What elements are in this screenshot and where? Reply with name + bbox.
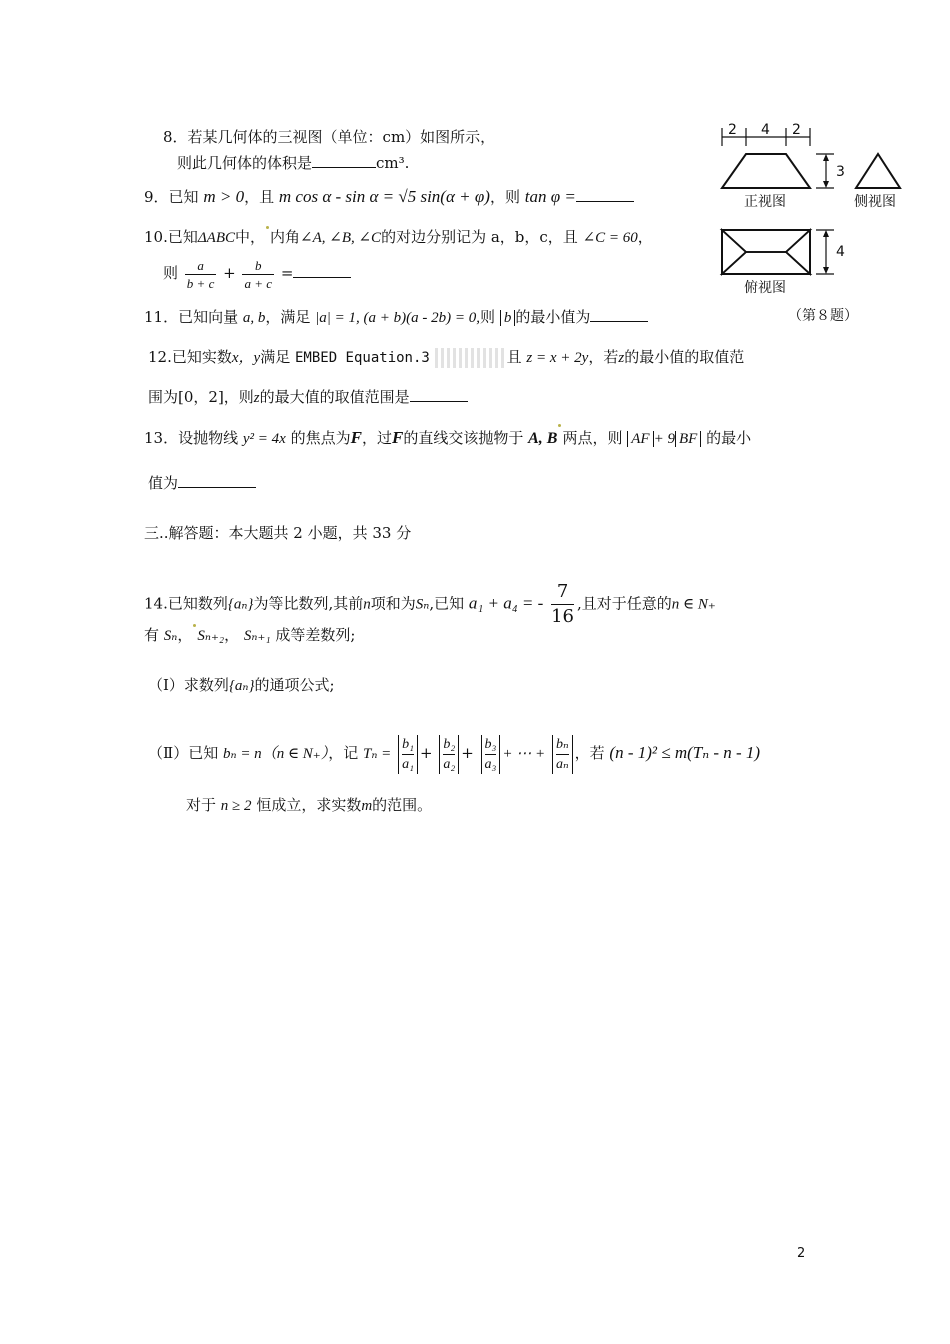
q14-Sn: Sₙ <box>415 596 430 613</box>
q12-line2-pre: 围为[0，2]，则 <box>148 388 254 406</box>
q12-num: 12.已知实数 <box>148 348 232 366</box>
q13-F: F <box>350 428 362 447</box>
q11-num: 11．已知向量 <box>144 308 239 326</box>
q8-line1 <box>163 126 495 148</box>
q11-mid: ，满足 <box>265 308 311 326</box>
q14-mid4: ,且对于任意的 <box>577 594 672 613</box>
q14-p2-pre: （Ⅱ）已知 <box>148 744 219 762</box>
q8-text: 8．若某几何体的三视图（单位：cm）如图所示， <box>163 128 496 146</box>
q13-AB: A, B <box>528 430 558 447</box>
q14-p2-cond: （n ∈ N₊） <box>261 746 329 762</box>
q9-mid: ，且 <box>244 188 275 206</box>
q13-mid2: ，过 <box>361 429 392 447</box>
page-number: 2 <box>797 1246 806 1261</box>
q13-mid3: 的直线交该抛物于 <box>403 429 524 447</box>
front-view-label: 正视图 <box>744 194 786 210</box>
height-top: 4 <box>836 244 845 260</box>
q11-abs-b: b <box>500 310 516 326</box>
q11-ask: 的最小值为 <box>515 308 591 326</box>
q14-line2-pre: 有 <box>144 626 160 644</box>
q12-mid: 满足 <box>260 348 291 366</box>
q14-line2-post: 成等差数列; <box>275 626 356 644</box>
q12-line2-post: 的最大值的取值范围是 <box>259 388 410 406</box>
q14-inequality: (n - 1)² ≤ m(Tₙ - n - 1) <box>609 743 761 762</box>
top-view-label: 俯视图 <box>744 280 786 296</box>
q14-num: 14.已知数列 <box>144 594 228 613</box>
q11 <box>144 306 648 329</box>
q14-last <box>186 794 432 817</box>
q14-p1-an: {aₙ} <box>228 678 255 694</box>
q13-mid: 的焦点为 <box>290 429 351 447</box>
height-front: 3 <box>836 164 845 180</box>
garbled-equation <box>435 348 507 368</box>
q8-prompt: 则此几何体的体积是 <box>177 154 313 172</box>
q14-part1 <box>148 674 335 697</box>
q9-cond: m > 0 <box>203 187 245 206</box>
section-heading: 三..解答题：本大题共 2 小题，共 33 分 <box>144 524 412 542</box>
q12-line1 <box>148 346 744 369</box>
q14-last-post: 的范围。 <box>372 796 433 814</box>
q13-F2: F <box>391 428 404 447</box>
answer-blank <box>312 153 376 168</box>
q14-S1: Sₙ <box>163 628 178 644</box>
q12-z2: z <box>618 350 625 366</box>
q14-p2-note: ，记 <box>328 744 359 762</box>
q10-mid3: 的对边分别记为 a，b，c，且 <box>381 228 578 246</box>
q11-then: 则 <box>480 308 496 326</box>
dim-mid: 4 <box>761 122 770 138</box>
q14-line1 <box>144 580 716 629</box>
q9-then: ，则 <box>489 188 520 206</box>
q13-af: AF <box>627 431 653 447</box>
answer-blank <box>293 263 351 278</box>
answer-blank <box>590 307 648 322</box>
q14-p2-if: ，若 <box>574 744 605 762</box>
side-view-label: 侧视图 <box>854 194 896 210</box>
q10-frac1: $\frac{a}{b + c}$ <box>186 257 215 291</box>
q14-n: n <box>363 596 371 613</box>
q12-line2 <box>148 386 468 409</box>
q14-an: {aₙ} <box>227 596 254 613</box>
dim-left: 2 <box>728 122 737 138</box>
q12-embed: EMBED Equation.3 <box>294 350 430 366</box>
q13-bf: BF <box>675 431 701 447</box>
q14-cond: n ∈ N₊ <box>671 596 716 613</box>
t-term-3: $\frac{\text{b₃}}{\text{a₃}}$ <box>481 735 501 774</box>
q10-angles: ∠A, ∠B, ∠C <box>300 230 382 246</box>
q13-line2 <box>148 472 256 494</box>
q14-mid1: 为等比数列,其前 <box>253 594 364 613</box>
q10-then: 则 <box>163 264 179 282</box>
q10-plus: + <box>223 264 236 282</box>
q14-S3: Sₙ₊₁ <box>243 628 271 644</box>
q14-last-mid: 恒成立，求实数 <box>256 796 362 814</box>
q10-cond: ∠C = 60 <box>582 230 638 246</box>
q11-cond: |a| = 1, (a + b)(a - 2b) = 0, <box>315 310 481 326</box>
q12-z: z = x + 2y <box>526 350 589 366</box>
answer-blank <box>178 473 256 488</box>
q9 <box>144 186 634 208</box>
q12-z3: z <box>253 390 260 406</box>
answer-blank <box>576 187 634 202</box>
q10-eq: = <box>280 264 294 282</box>
q14-mid2: 项和为 <box>370 594 416 613</box>
q11-vectors: a, b <box>242 310 266 326</box>
three-view-figure <box>714 116 914 306</box>
q10-mid1: 中， <box>235 228 266 246</box>
t-term-n: $\frac{\text{bₙ}}{\text{aₙ}}$ <box>552 735 573 774</box>
q14-last-cond: n ≥ 2 <box>220 798 252 814</box>
q13-expr-mid: + 9 <box>653 431 675 447</box>
q14-line2: 有 Sₙ， Sₙ₊₂， Sₙ₊₁ 成等差数列; <box>144 626 356 644</box>
q8-unit: cm³. <box>376 154 410 172</box>
q12-vars: x，y <box>231 350 261 366</box>
q14-S2: Sₙ₊₂ <box>197 628 225 644</box>
side-view-triangle <box>856 154 900 188</box>
q10-frac2: $\frac{b}{a + c}$ <box>244 257 273 291</box>
q10-line1: 10.已知ΔABC中， 内角∠A, ∠B, ∠C的对边分别记为 a，b，c，且 ∠C = 60， <box>144 228 653 246</box>
q9-num: 9．已知 <box>144 188 199 206</box>
q9-equation: m cos α - sin α = √5 sin(α + φ) <box>278 187 490 206</box>
q12-rest: ，若 <box>588 348 619 366</box>
dim-right: 2 <box>792 122 801 138</box>
q14-p2-Tn: Tₙ = <box>363 746 392 762</box>
q13-num: 13．设抛物线 <box>144 429 239 447</box>
q10-line2 <box>163 256 351 292</box>
answer-blank <box>410 387 468 402</box>
q14-p1-post: 的通项公式; <box>254 676 335 694</box>
q13-eq: y² = 4x <box>242 431 286 447</box>
t-dots: + ⋯ + <box>502 746 546 762</box>
q10-num: 10.已知 <box>144 228 198 246</box>
front-view-trapezoid <box>722 154 810 188</box>
q9-ask: tan φ = <box>524 187 576 206</box>
q12-rest2: 的最小值的取值范 <box>624 348 745 366</box>
q13-tail: 的最小 <box>706 429 752 447</box>
q13-mid4: 两点，则 <box>562 429 623 447</box>
t-term-2: $\frac{\text{b₂}}{\text{a₂}}$ <box>439 735 459 774</box>
q14-sum: a₁ + a₄ = - <box>468 593 544 613</box>
q14-last-pre: 对于 <box>186 796 217 814</box>
q10-triangle: ΔABC <box>197 230 235 246</box>
q14-part2: （Ⅱ）已知 bₙ = n（n ∈ N₊），记 Tₙ = $\frac{\text{b₁}}{\text{a₁}}$ + $\frac{\text{b₂}}{\text{a₂}}$ + $\frac{\text{b₃}}{\text{a₃}}$ + ⋯ + $\frac{\text{bₙ}}{\text{aₙ}}$ ，若 (n - 1)² ≤ m(Tₙ - n - 1) <box>148 736 761 772</box>
q13-line1 <box>144 424 751 453</box>
q14-last-m: m <box>361 798 373 814</box>
q12-and: 且 <box>506 348 522 366</box>
q14-frac: $\frac{7}{16}$ <box>551 581 575 627</box>
q14-p1-pre: （Ⅰ）求数列 <box>148 676 229 694</box>
q14-p2-bn: bₙ = n <box>222 746 262 762</box>
q14-mid3: ,已知 <box>429 594 465 613</box>
q8-line2 <box>177 152 409 174</box>
t-term-1: $\frac{\text{b₁}}{\text{a₁}}$ <box>398 735 418 774</box>
q13-line2: 值为 <box>148 474 179 492</box>
q10-mid2: 内角 <box>270 228 301 246</box>
figure-caption: （第８题） <box>788 308 858 324</box>
